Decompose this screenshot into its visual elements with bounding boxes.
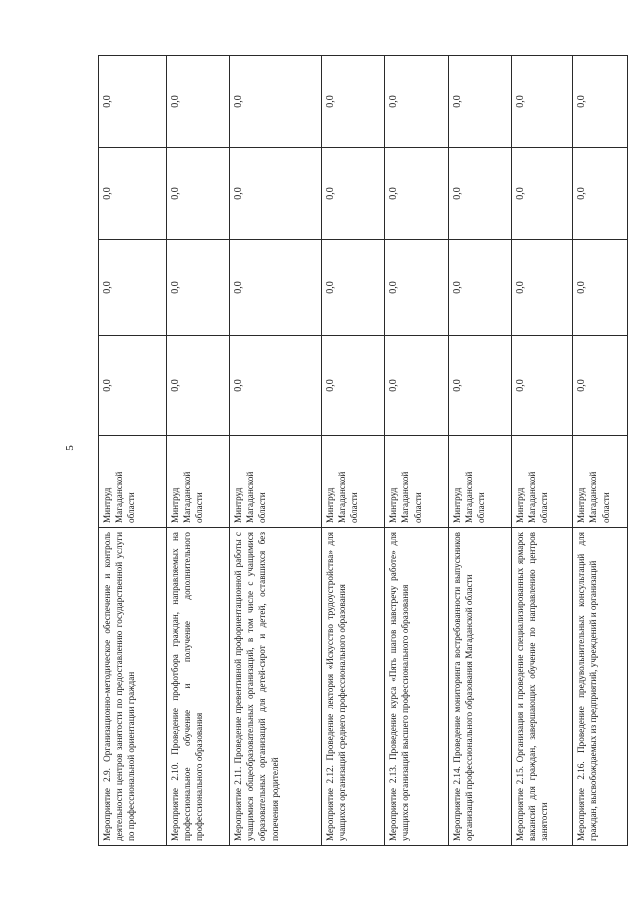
table-row [448,56,511,846]
value-cell: 0,0 [448,56,511,148]
table-row [573,56,628,846]
value-cell: 0,0 [230,240,322,336]
responsible-executor: Минтруд Магаданской области [573,436,628,528]
responsible-executor: Минтруд Магаданской области [166,436,229,528]
value-cell: 0,0 [448,336,511,436]
value-cell: 0,0 [321,148,384,240]
value-cell: 0,0 [99,148,167,240]
measure-description: Мероприятие 2.10. Проведение профотбора граждан, направляемых на профессиональное обучение и получение дополнительного профессионального образования [166,528,229,846]
measures-table-body [99,56,628,846]
value-cell: 0,0 [230,148,322,240]
value-cell: 0,0 [512,240,573,336]
table-row [385,56,448,846]
measure-description: Мероприятие 2.11. Проведение превентивной профориентационной работы с учащимися общеобразовательных организаций, в том числе с учащимися образовательных организаций для детей-сирот и детей, оставшихся без попечения родителей [230,528,322,846]
value-cell: 0,0 [230,336,322,436]
table-row [512,56,573,846]
measure-description: Мероприятие 2.12. Проведение лектория «Искусство трудоустройства» для учащихся организаций среднего профессионального образования [321,528,384,846]
table-row [99,56,167,846]
value-cell: 0,0 [573,56,628,148]
value-cell: 0,0 [166,56,229,148]
value-cell: 0,0 [166,148,229,240]
value-cell: 0,0 [385,56,448,148]
value-cell: 0,0 [512,56,573,148]
responsible-executor: Минтруд Магаданской области [99,436,167,528]
responsible-executor: Минтруд Магаданской области [448,436,511,528]
value-cell: 0,0 [385,240,448,336]
responsible-executor: Минтруд Магаданской области [385,436,448,528]
value-cell: 0,0 [321,240,384,336]
value-cell: 0,0 [99,240,167,336]
table-row [321,56,384,846]
value-cell: 0,0 [385,336,448,436]
value-cell: 0,0 [321,56,384,148]
value-cell: 0,0 [99,56,167,148]
page-number: 5 [64,445,76,451]
value-cell: 0,0 [448,148,511,240]
value-cell: 0,0 [573,336,628,436]
measure-description: Мероприятие 2.15. Организация и проведение специализированных ярмарок вакансий для граждан, завершающих обучение по направлению центров занятости [512,528,573,846]
value-cell: 0,0 [230,56,322,148]
value-cell: 0,0 [99,336,167,436]
measure-description: Мероприятие 2.9. Организационно-методическое обеспечение и контроль деятельности центров занятости по предоставлению государственной услуги по профессиональной ориентации граждан [99,528,167,846]
value-cell: 0,0 [512,148,573,240]
responsible-executor: Минтруд Магаданской области [230,436,322,528]
table-row [166,56,229,846]
value-cell: 0,0 [573,148,628,240]
value-cell: 0,0 [448,240,511,336]
value-cell: 0,0 [321,336,384,436]
measures-table [98,55,628,846]
table-row [230,56,322,846]
measure-description: Мероприятие 2.14. Проведение мониторинга востребованности выпускников организаций профессионального образования Магаданской области [448,528,511,846]
value-cell: 0,0 [512,336,573,436]
value-cell: 0,0 [385,148,448,240]
value-cell: 0,0 [166,240,229,336]
measure-description: Мероприятие 2.16. Проведение предувольнительных консультаций для граждан, высвобождаемых из предприятий, учреждений и организаций [573,528,628,846]
value-cell: 0,0 [166,336,229,436]
responsible-executor: Минтруд Магаданской области [512,436,573,528]
value-cell: 0,0 [573,240,628,336]
measures-table-wrapper [98,56,628,846]
measure-description: Мероприятие 2.13. Проведение курса «Пять шагов навстречу работе» для учащихся организаций высшего профессионального образования [385,528,448,846]
responsible-executor: Минтруд Магаданской области [321,436,384,528]
